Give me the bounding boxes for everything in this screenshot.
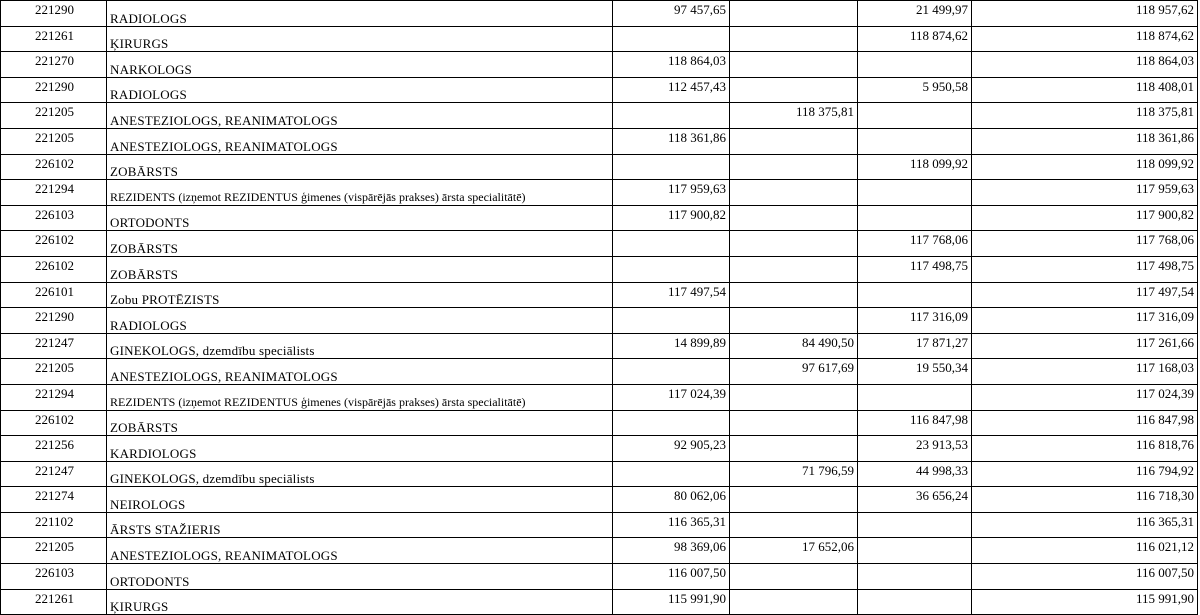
total-amount-cell: 117 497,54: [972, 282, 1198, 308]
table-row: [1, 180, 1198, 206]
amount-cell-1: [613, 308, 730, 334]
amount-cell-3: [858, 384, 972, 410]
amount-cell-3: 44 998,33: [858, 461, 972, 487]
amount-cell-1: [613, 461, 730, 487]
occupation-title-cell: GINEKOLOGS, dzemdību speciālists: [107, 461, 613, 487]
occupation-code-cell: 221102: [1, 512, 107, 538]
occupation-code-cell: 221270: [1, 52, 107, 78]
occupation-title-cell: KARDIOLOGS: [107, 436, 613, 462]
amount-cell-3: 36 656,24: [858, 487, 972, 513]
occupation-code-cell: 221290: [1, 1, 107, 27]
occupation-code-cell: 221247: [1, 333, 107, 359]
total-amount-cell: 118 361,86: [972, 128, 1198, 154]
table-row: [1, 410, 1198, 436]
amount-cell-2: [730, 436, 858, 462]
occupation-title-cell: ĶIRURGS: [107, 589, 613, 615]
amount-cell-3: [858, 103, 972, 129]
occupation-code-cell: 221290: [1, 77, 107, 103]
amount-cell-2: [730, 384, 858, 410]
amount-cell-2: [730, 256, 858, 282]
amount-cell-3: 117 768,06: [858, 231, 972, 257]
occupation-title-cell: ZOBĀRSTS: [107, 256, 613, 282]
occupation-code-cell: 221205: [1, 128, 107, 154]
occupation-title-cell: ANESTEZIOLOGS, REANIMATOLOGS: [107, 128, 613, 154]
table-row: [1, 461, 1198, 487]
amount-cell-3: [858, 205, 972, 231]
occupation-code-cell: 221247: [1, 461, 107, 487]
amount-cell-1: [613, 410, 730, 436]
amount-cell-1: [613, 256, 730, 282]
amount-cell-3: 17 871,27: [858, 333, 972, 359]
table-row: [1, 256, 1198, 282]
amount-cell-1: [613, 154, 730, 180]
occupation-code-cell: 221205: [1, 538, 107, 564]
amount-cell-1: 116 365,31: [613, 512, 730, 538]
occupation-title-cell: RADIOLOGS: [107, 77, 613, 103]
table-row: [1, 77, 1198, 103]
amount-cell-2: [730, 512, 858, 538]
amount-cell-2: [730, 180, 858, 206]
amount-cell-3: 19 550,34: [858, 359, 972, 385]
occupation-title-cell: ANESTEZIOLOGS, REANIMATOLOGS: [107, 538, 613, 564]
table-row: [1, 282, 1198, 308]
occupation-title-cell: ZOBĀRSTS: [107, 231, 613, 257]
total-amount-cell: 116 847,98: [972, 410, 1198, 436]
amount-cell-1: 98 369,06: [613, 538, 730, 564]
amount-cell-1: 118 864,03: [613, 52, 730, 78]
amount-cell-1: 14 899,89: [613, 333, 730, 359]
occupation-code-cell: 226102: [1, 154, 107, 180]
table-row: [1, 205, 1198, 231]
amount-cell-1: [613, 231, 730, 257]
occupation-code-cell: 221261: [1, 26, 107, 52]
occupation-title-cell: RADIOLOGS: [107, 308, 613, 334]
table-row: [1, 538, 1198, 564]
occupation-code-cell: 221261: [1, 589, 107, 615]
occupation-code-cell: 221205: [1, 359, 107, 385]
amount-cell-1: 118 361,86: [613, 128, 730, 154]
total-amount-cell: 115 991,90: [972, 589, 1198, 615]
occupation-title-cell: ZOBĀRSTS: [107, 154, 613, 180]
table-row: [1, 26, 1198, 52]
amount-cell-3: [858, 512, 972, 538]
occupation-code-cell: 221274: [1, 487, 107, 513]
amount-cell-1: [613, 103, 730, 129]
total-amount-cell: 118 375,81: [972, 103, 1198, 129]
total-amount-cell: 118 874,62: [972, 26, 1198, 52]
table-row: [1, 436, 1198, 462]
occupation-code-cell: 221205: [1, 103, 107, 129]
amount-cell-2: [730, 564, 858, 590]
occupation-title-cell: ĶIRURGS: [107, 26, 613, 52]
amount-cell-1: 112 457,43: [613, 77, 730, 103]
occupation-title-cell: ZOBĀRSTS: [107, 410, 613, 436]
amount-cell-3: 117 498,75: [858, 256, 972, 282]
amount-cell-1: 97 457,65: [613, 1, 730, 27]
occupation-code-cell: 226101: [1, 282, 107, 308]
total-amount-cell: 118 957,62: [972, 1, 1198, 27]
total-amount-cell: 118 099,92: [972, 154, 1198, 180]
amount-cell-2: [730, 26, 858, 52]
total-amount-cell: 117 498,75: [972, 256, 1198, 282]
table-row: [1, 52, 1198, 78]
table-row: [1, 308, 1198, 334]
total-amount-cell: 117 959,63: [972, 180, 1198, 206]
amount-cell-2: 97 617,69: [730, 359, 858, 385]
amount-cell-2: [730, 128, 858, 154]
occupation-title-cell: NARKOLOGS: [107, 52, 613, 78]
table-row: [1, 154, 1198, 180]
table-row: [1, 384, 1198, 410]
occupation-title-cell: NEIROLOGS: [107, 487, 613, 513]
occupation-code-cell: 221294: [1, 180, 107, 206]
occupation-code-cell: 226103: [1, 205, 107, 231]
total-amount-cell: 116 718,30: [972, 487, 1198, 513]
amount-cell-3: 118 099,92: [858, 154, 972, 180]
amount-cell-1: 117 959,63: [613, 180, 730, 206]
amount-cell-2: 84 490,50: [730, 333, 858, 359]
amount-cell-2: [730, 77, 858, 103]
amount-cell-1: 80 062,06: [613, 487, 730, 513]
amount-cell-2: [730, 308, 858, 334]
amount-cell-1: 117 900,82: [613, 205, 730, 231]
table-row: [1, 128, 1198, 154]
occupation-code-cell: 226102: [1, 410, 107, 436]
amount-cell-2: 71 796,59: [730, 461, 858, 487]
table-row: [1, 589, 1198, 615]
total-amount-cell: 116 021,12: [972, 538, 1198, 564]
total-amount-cell: 117 024,39: [972, 384, 1198, 410]
amount-cell-2: [730, 410, 858, 436]
amount-cell-3: 5 950,58: [858, 77, 972, 103]
occupation-title-cell: ANESTEZIOLOGS, REANIMATOLOGS: [107, 103, 613, 129]
table-body: [1, 1, 1198, 615]
amount-cell-2: [730, 154, 858, 180]
amount-cell-2: [730, 1, 858, 27]
total-amount-cell: 116 365,31: [972, 512, 1198, 538]
amount-cell-2: [730, 487, 858, 513]
amount-cell-3: [858, 180, 972, 206]
total-amount-cell: 117 316,09: [972, 308, 1198, 334]
table-row: [1, 487, 1198, 513]
amount-cell-3: 116 847,98: [858, 410, 972, 436]
table-row: [1, 512, 1198, 538]
total-amount-cell: 118 864,03: [972, 52, 1198, 78]
amount-cell-3: [858, 564, 972, 590]
amount-cell-2: [730, 52, 858, 78]
occupation-title-cell: Zobu PROTĒZISTS: [107, 282, 613, 308]
table-row: [1, 1, 1198, 27]
amount-cell-1: 115 991,90: [613, 589, 730, 615]
occupation-code-cell: 226102: [1, 256, 107, 282]
table-row: [1, 564, 1198, 590]
amount-cell-3: [858, 538, 972, 564]
amount-cell-3: [858, 52, 972, 78]
table-row: [1, 231, 1198, 257]
occupation-code-cell: 221294: [1, 384, 107, 410]
occupation-title-cell: ANESTEZIOLOGS, REANIMATOLOGS: [107, 359, 613, 385]
total-amount-cell: 117 168,03: [972, 359, 1198, 385]
amount-cell-3: [858, 128, 972, 154]
amount-cell-1: 116 007,50: [613, 564, 730, 590]
occupation-code-cell: 221290: [1, 308, 107, 334]
occupation-code-cell: 221256: [1, 436, 107, 462]
total-amount-cell: 116 007,50: [972, 564, 1198, 590]
occupation-title-cell: GINEKOLOGS, dzemdību speciālists: [107, 333, 613, 359]
occupation-title-cell: ORTODONTS: [107, 564, 613, 590]
amount-cell-3: [858, 589, 972, 615]
amount-cell-1: 92 905,23: [613, 436, 730, 462]
amount-cell-2: 17 652,06: [730, 538, 858, 564]
occupation-title-cell: ĀRSTS STAŽIERIS: [107, 512, 613, 538]
table-row: [1, 359, 1198, 385]
occupation-title-cell: REZIDENTS (izņemot REZIDENTUS ģimenes (vispārējās prakses) ārsta specialitātē): [107, 180, 613, 206]
amount-cell-3: 117 316,09: [858, 308, 972, 334]
total-amount-cell: 117 768,06: [972, 231, 1198, 257]
amount-cell-1: 117 497,54: [613, 282, 730, 308]
occupation-title-cell: RADIOLOGS: [107, 1, 613, 27]
table-row: [1, 103, 1198, 129]
amount-cell-3: [858, 282, 972, 308]
amount-cell-1: 117 024,39: [613, 384, 730, 410]
amount-cell-2: [730, 205, 858, 231]
table-row: [1, 333, 1198, 359]
amount-cell-2: [730, 231, 858, 257]
amount-cell-2: [730, 282, 858, 308]
amount-cell-3: 118 874,62: [858, 26, 972, 52]
occupation-code-cell: 226102: [1, 231, 107, 257]
amount-cell-3: 23 913,53: [858, 436, 972, 462]
amount-cell-2: 118 375,81: [730, 103, 858, 129]
total-amount-cell: 116 794,92: [972, 461, 1198, 487]
amount-cell-2: [730, 589, 858, 615]
occupation-code-cell: 226103: [1, 564, 107, 590]
occupation-title-cell: REZIDENTS (izņemot REZIDENTUS ģimenes (vispārējās prakses) ārsta specialitātē): [107, 384, 613, 410]
occupation-title-cell: ORTODONTS: [107, 205, 613, 231]
amount-cell-1: [613, 26, 730, 52]
total-amount-cell: 117 261,66: [972, 333, 1198, 359]
amount-cell-3: 21 499,97: [858, 1, 972, 27]
amount-cell-1: [613, 359, 730, 385]
total-amount-cell: 116 818,76: [972, 436, 1198, 462]
total-amount-cell: 118 408,01: [972, 77, 1198, 103]
total-amount-cell: 117 900,82: [972, 205, 1198, 231]
